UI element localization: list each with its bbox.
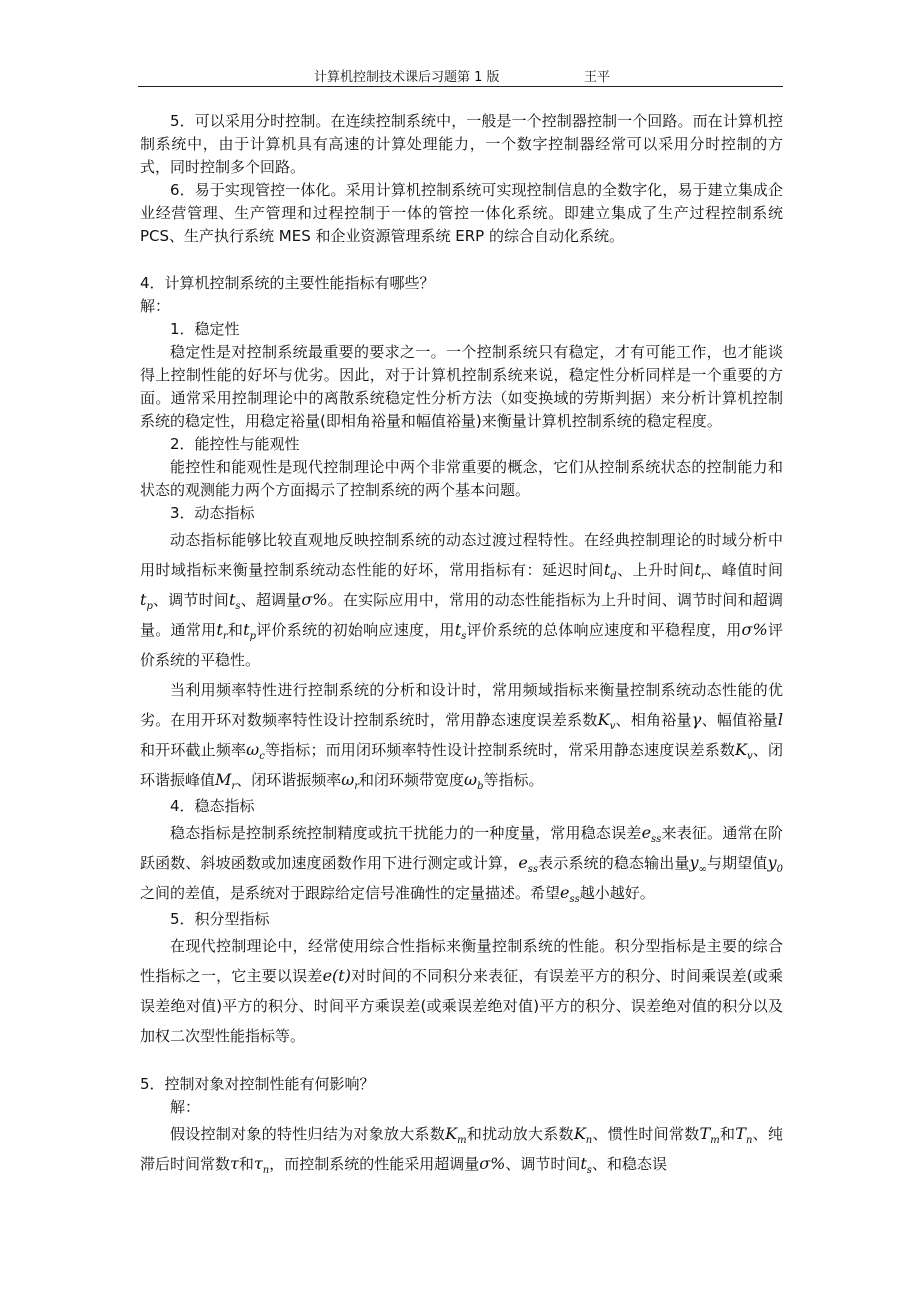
paragraph-top-6 — [140, 179, 783, 248]
symbol-M-r: $M_r$ — [215, 770, 237, 793]
item-title: 5．可以采用分时控制。 — [170, 112, 331, 130]
symbol-e-ss: $e_{ss}$ — [518, 853, 539, 876]
symbol-l: l — [777, 710, 783, 729]
symbol-sigma-pct: σ% — [301, 590, 328, 609]
header-author: 王平 — [584, 70, 611, 85]
symbol-tau: τ — [230, 1154, 239, 1173]
symbol-t-s: $t_s$ — [454, 620, 467, 643]
symbol-e-ss: $e_{ss}$ — [560, 883, 580, 906]
symbol-t-p: $t_p$ — [140, 590, 153, 613]
answer-label: 解： — [140, 297, 171, 315]
symbol-t-p: $t_p$ — [243, 620, 256, 643]
heading-integral: 5．积分型指标 — [170, 910, 270, 928]
question-5: 5．控制对象对控制性能有何影响？ — [140, 1075, 375, 1093]
symbol-T-n: $T_n$ — [735, 1124, 753, 1147]
symbol-tau-n: $\tau_n$ — [253, 1154, 270, 1177]
symbol-omega-b: $\omega_b$ — [464, 770, 484, 793]
paragraph-dynamic: 动态指标能够比较直观地反映控制系统的动态过渡过程特性。在经典控制理论的时域分析中用时域指标来衡量控制系统动态性能的好坏，常用指标有：延迟时间$t_d$、上升时间$t_r$、峰值时间$t_p$、调节时间$t_s$、超调量σ%。在实际应用中，常用的动态性能指标为上升时间、调节时间和超调量。通常用$t_r$和$t_p$评价系统的初始响应速度，用$t_s$评价系统的总体响应速度和平稳程度，用σ%评价系统的平稳性。 — [140, 531, 783, 669]
page-header — [138, 64, 783, 87]
paragraph-object: 假设控制对象的特性归结为对象放大系数$K_m$和扰动放大系数$K_n$、惯性时间常数$T_m$和$T_n$、纯滞后时间常数τ和$\tau_n$，而控制系统的性能采用超调量σ%、调节时间$t_s$、和稳态误 — [140, 1124, 783, 1177]
symbol-t-r: $t_r$ — [216, 620, 228, 643]
symbol-t-r: $t_r$ — [694, 560, 706, 583]
symbol-t-s: $t_s$ — [580, 1154, 592, 1177]
item-body: 采用计算机控制系统可实现控制信息的全数字化，易于建立集成企业经营管理、生产管理和过程控制于一体的管控一体化系统。即建立集成了生产过程控制系统 PCS、生产执行系统 MES 和企业资源管理系统 ERP 的综合自动化系统。 — [140, 181, 783, 245]
symbol-sigma-pct: σ% — [479, 1154, 506, 1173]
answer-label: 解： — [170, 1098, 201, 1116]
symbol-K-m: $K_m$ — [445, 1124, 467, 1147]
heading-dynamic: 3．动态指标 — [170, 504, 255, 522]
item-body: 在连续控制系统中，一般是一个控制器控制一个回路。而在计算机控制系统中，由于计算机具有高速的计算处理能力，一个数字控制器经常可以采用分时控制的方式，同时控制多个回路。 — [140, 112, 783, 176]
symbol-K-v: $K_v$ — [735, 740, 753, 763]
symbol-e-t: e(t) — [322, 966, 351, 985]
paragraph-top-5 — [140, 110, 783, 179]
symbol-e-ss: $e_{ss}$ — [641, 823, 662, 846]
header-title: 计算机控制技术课后习题第 1 版 — [314, 70, 500, 85]
question-4: 4．计算机控制系统的主要性能指标有哪些？ — [140, 274, 435, 292]
paragraph-steady: 稳态指标是控制系统控制精度或抗干扰能力的一种度量，常用稳态误差$e_{ss}$来表征。通常在阶跃函数、斜坡函数或加速度函数作用下进行测定或计算，$e_{ss}$表示系统的稳态输出量$y_\infty$与期望值$y_0$之间的差值，是系统对于跟踪给定信号准确性的定量描述。希望$e_{ss}$越小越好。 — [140, 823, 783, 906]
paragraph-frequency: 当利用频率特性进行控制系统的分析和设计时，常用频域指标来衡量控制系统动态性能的优劣。在用开环对数频率特性设计控制系统时，常用静态速度误差系数$K_v$、相角裕量γ、幅值裕量l和开环截止频率$\omega_c$等指标；而用闭环频率特性设计控制系统时，常采用静态速度误差系数$K_v$、闭环谐振峰值$M_r$、闭环谐振频率$\omega_r$和闭环频带宽度$\omega_b$等指标。 — [140, 681, 783, 793]
symbol-T-m: $T_m$ — [699, 1124, 720, 1147]
symbol-K-v: $K_v$ — [597, 710, 616, 733]
symbol-gamma: γ — [691, 710, 702, 729]
document-body — [140, 110, 783, 1179]
symbol-y-0: $y_0$ — [767, 853, 783, 876]
symbol-omega-r: $\omega_r$ — [341, 770, 360, 793]
paragraph-stability: 稳定性是对控制系统最重要的要求之一。一个控制系统只有稳定，才有可能工作，也才能谈得上控制性能的好坏与优劣。因此，对于计算机控制系统来说，稳定性分析同样是一个重要的方面。通常采用控制理论中的离散系统稳定性分析方法（如变换域的劳斯判据）来分析计算机控制系统的稳定性，用稳定裕量(即相角裕量和幅值裕量)来衡量计算机控制系统的稳定程度。 — [140, 343, 783, 430]
heading-stability: 1．稳定性 — [170, 320, 240, 338]
heading-steady: 4．稳态指标 — [170, 797, 255, 815]
paragraph-controllability: 能控性和能观性是现代控制理论中两个非常重要的概念，它们从控制系统状态的控制能力和状态的观测能力两个方面揭示了控制系统的两个基本问题。 — [140, 458, 783, 499]
item-title: 6．易于实现管控一体化。 — [170, 181, 346, 199]
symbol-t-s: $t_s$ — [228, 590, 241, 613]
heading-controllability: 2．能控性与能观性 — [170, 435, 300, 453]
symbol-K-n: $K_n$ — [573, 1124, 593, 1147]
symbol-y-inf: $y_\infty$ — [689, 853, 707, 876]
symbol-omega-c: $\omega_c$ — [246, 740, 265, 763]
symbol-t-d: $t_d$ — [603, 560, 617, 583]
symbol-sigma-pct: σ% — [741, 620, 768, 639]
paragraph-integral: 在现代控制理论中，经常使用综合性指标来衡量控制系统的性能。积分型指标是主要的综合性指标之一，它主要以误差e(t)对时间的不同积分来表征，有误差平方的积分、时间乘误差(或乘误差绝对值)平方的积分、时间平方乘误差(或乘误差绝对值)平方的积分、误差绝对值的积分以及加权二次型性能指标等。 — [140, 937, 783, 1045]
